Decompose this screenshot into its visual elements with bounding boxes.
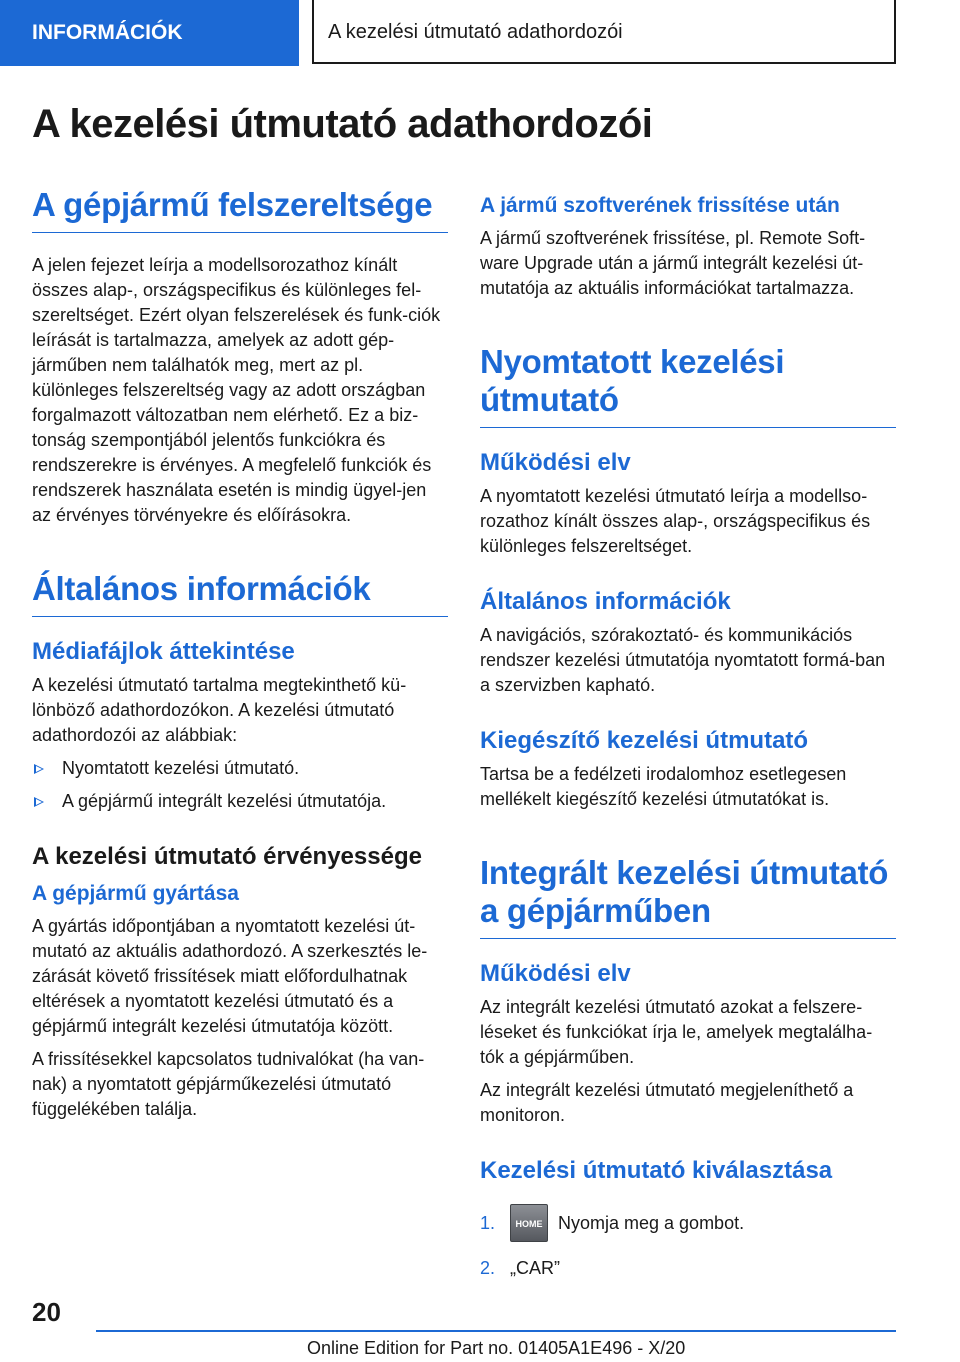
heading-equipment: A gépjármű felszereltsége [32,186,448,233]
heading-select-manual: Kezelési útmutató kiválasztása [480,1157,833,1184]
home-button-icon: HOME [510,1204,548,1242]
bullet-triangle-icon [34,764,44,774]
heading-general-info-2: Általános információk [480,588,731,615]
paragraph-software-update: A jármű szoftverének frissítése, pl. Remote Soft-ware Upgrade után a jármű integrált kezelési út-mutatója az aktuális információkat tartalmazza. [480,228,866,298]
left-column [32,186,448,1130]
page-header [0,0,960,66]
footer-divider [96,1330,896,1332]
paragraph-equipment: A jelen fejezet leírja a modellsorozathoz kínált összes alap-, országspecifikus és különleges fel-szereltséget. Ezért olyan felszerelések és funk-ciók leírását is tartalmazza, amelyek az adott gép-járműben nem találhatók meg, mert az pl. különleges felszereltség vagy az adott országban forgalmazott változatban nem elérhető. Ez a biz-tonság szempontjából jelentős funkciókra és rendszerekre is érvényes. A megfelelő funkciók és rendszerek használata esetén is mindig ügyel-jen az érvényes törvényekre és előírásokra. [32,255,441,525]
step-text: Nyomja meg a gombot. [558,1212,745,1233]
list-item [32,789,448,814]
heading-media-overview: Médiafájlok áttekintése [32,638,295,665]
page-number: 20 [32,1297,61,1327]
right-column [480,192,896,1295]
heading-validity: A kezelési útmutató érvényessége [32,843,422,870]
heading-printed-manual: Nyomtatott kezelési útmutató [480,343,896,428]
paragraph-general-info-2: A navigációs, szórakoztató- és kommunikációs rendszer kezelési útmutatója nyomtatott formá-ban a szervizben kapható. [480,625,886,695]
step-number: 1. [480,1212,496,1233]
paragraph-principle-2a: Az integrált kezelési útmutató azokat a felszere-léseket és funkciókat írja le, amelyek megtalálha-tók a gépjárműben. [480,997,873,1067]
heading-principle-1: Működési elv [480,449,631,476]
paragraph-principle-2b: Az integrált kezelési útmutató megjeleníthető a monitoron. [480,1080,854,1125]
heading-integrated-manual: Integrált kezelési útmutató a gépjárműben [480,854,896,939]
paragraph-production-1: A gyártás időpontjában a nyomtatott kezelési út-mutató az aktuális adathordozó. A szerkesztés le-zárását követő frissítések miatt előfordulhatnak eltérések a nyomtatott kezelési útmutató és a gépjármű integrált kezelési útmutatója között. [32,916,428,1036]
media-list [32,756,448,814]
step-number: 2. [480,1258,496,1278]
step-item [480,1256,896,1281]
paragraph-media: A kezelési útmutató tartalma megtekinthető kü-lönböző adathordozókon. A kezelési útmutató adathordozói az alábbiak: [32,675,407,745]
list-item [32,756,448,781]
paragraph-production-2: A frissítésekkel kapcsolatos tudnivalókat (ha van-nak) a nyomtatott gépjárműkezelési útmutató függelékében találja. [32,1049,425,1119]
footer-edition: Online Edition for Part no. 01405A1E496 - X/20 [307,1338,686,1358]
list-item-text: A gépjármű integrált kezelési útmutatója. [62,791,387,811]
heading-principle-2: Működési elv [480,960,631,987]
bullet-triangle-icon [34,797,44,807]
heading-software-update: A jármű szoftverének frissítése után [480,194,840,217]
heading-supplementary: Kiegészítő kezelési útmutató [480,727,809,754]
paragraph-supplementary: Tartsa be a fedélzeti irodalomhoz esetlegesen mellékelt kiegészítő kezelési útmutatókat is. [480,764,847,809]
steps-list [480,1204,896,1281]
section-tab: INFORMÁCIÓK [0,0,299,66]
heading-production: A gépjármű gyártása [32,882,239,905]
topic-label: A kezelési útmutató adathordozói [312,0,896,64]
heading-general-info: Általános információk [32,570,448,617]
step-text: „CAR” [510,1258,560,1278]
step-item [480,1204,896,1242]
paragraph-principle-1: A nyomtatott kezelési útmutató leírja a modellso-rozathoz kínált összes alap-, országspecifikus és különleges felszereltséget. [480,486,871,556]
page-title: A kezelési útmutató adathordozói [32,102,653,146]
list-item-text: Nyomtatott kezelési útmutató. [62,758,300,778]
